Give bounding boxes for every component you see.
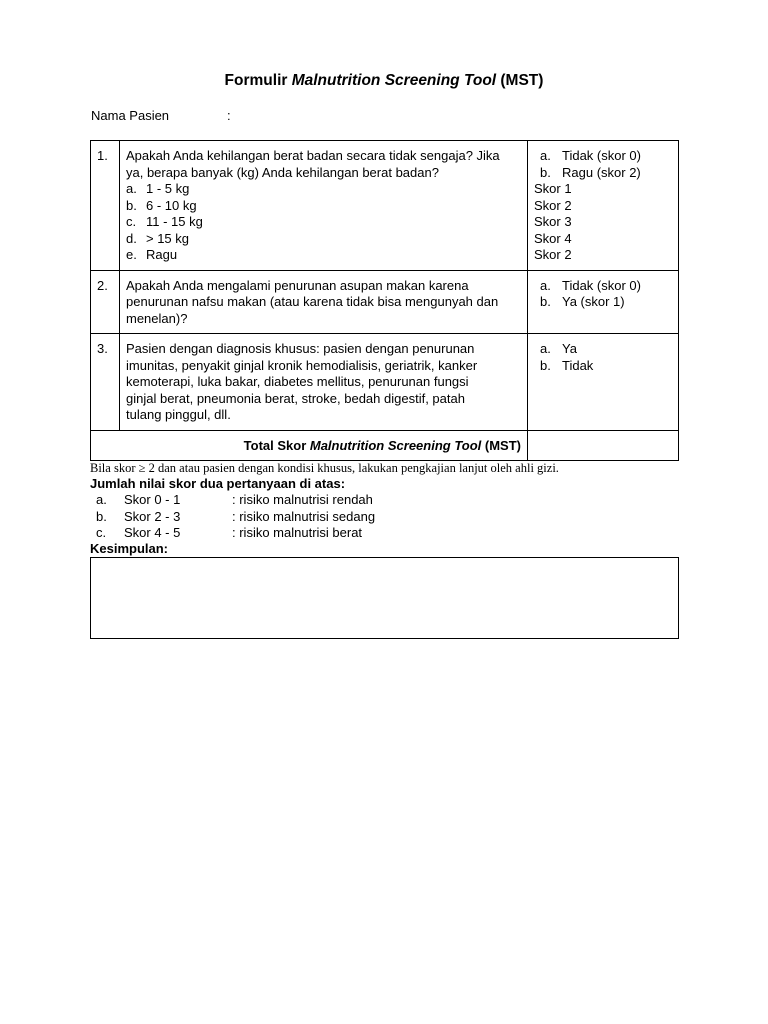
total-score-field[interactable]	[528, 430, 679, 461]
summary-item: c. Skor 4 - 5 : risiko malnutrisi berat	[96, 525, 363, 540]
answer-item: a. Ya	[540, 341, 577, 356]
answer-cell	[528, 141, 679, 271]
score-item: Skor 3	[534, 214, 572, 229]
score-item: Skor 4	[534, 230, 572, 246]
answer-cell	[528, 334, 679, 431]
summary-item: b. Skor 2 - 3 : risiko malnutrisi sedang	[96, 508, 376, 524]
answer-item: b. Ya (skor 1)	[540, 294, 625, 309]
question-row-1	[91, 141, 679, 271]
patient-name-colon: :	[227, 108, 231, 123]
total-row	[91, 430, 679, 461]
mst-table	[90, 140, 679, 461]
question-text	[120, 270, 528, 334]
question-line: ya, berapa banyak (kg) Anda kehilangan berat badan?	[126, 164, 439, 180]
question-line: kemoterapi, luka bakar, diabetes mellitus, penurunan fungsi	[126, 374, 469, 389]
question-line: Apakah Anda kehilangan berat badan secara tidak sengaja? Jika	[126, 148, 500, 163]
question-number: 1.	[91, 141, 120, 271]
answer-item: b. Tidak	[540, 357, 594, 373]
question-text	[120, 334, 528, 431]
summary-heading: Jumlah nilai skor dua pertanyaan di atas:	[90, 476, 346, 491]
question-number: 3.	[91, 334, 120, 431]
total-label: Total Skor Malnutrition Screening Tool (MST)	[91, 430, 528, 461]
option-item: e. Ragu	[126, 247, 178, 262]
question-text	[120, 141, 528, 271]
follow-up-note: Bila skor ≥ 2 dan atau pasien dengan kondisi khusus, lakukan pengkajian lanjut oleh ahli gizi.	[90, 461, 559, 475]
question-line: tulang pinggul, dll.	[126, 407, 231, 422]
summary-list	[90, 492, 375, 542]
answer-cell	[528, 270, 679, 334]
score-item: Skor 2	[534, 247, 572, 262]
answer-item: a. Tidak (skor 0)	[540, 277, 641, 293]
option-item: c. 11 - 15 kg	[126, 214, 203, 229]
question-line: menelan)?	[126, 310, 188, 326]
question-line: imunitas, penyakit ginjal kronik hemodialisis, geriatrik, kanker	[126, 357, 478, 373]
option-item: a. 1 - 5 kg	[126, 181, 190, 196]
option-item: b. 6 - 10 kg	[126, 197, 197, 213]
summary-item: a. Skor 0 - 1 : risiko malnutrisi rendah	[96, 492, 373, 507]
conclusion-box[interactable]	[90, 557, 679, 639]
answer-item: a. Tidak (skor 0)	[540, 148, 641, 163]
score-item: Skor 1	[534, 181, 572, 196]
answer-item: b. Ragu (skor 2)	[540, 164, 641, 180]
score-item: Skor 2	[534, 197, 572, 213]
conclusion-label: Kesimpulan:	[90, 541, 169, 556]
question-line: penurunan nafsu makan (atau karena tidak bisa mengunyah dan	[126, 294, 499, 309]
question-line: Pasien dengan diagnosis khusus: pasien dengan penurunan	[126, 341, 475, 356]
patient-name-label: Nama Pasien	[91, 108, 170, 123]
question-row-3	[91, 334, 679, 431]
question-line: ginjal berat, pneumonia berat, stroke, bedah digestif, patah	[126, 390, 465, 406]
page-title: Formulir Malnutrition Screening Tool (MST)	[224, 72, 544, 89]
option-item: d. > 15 kg	[126, 230, 190, 246]
question-line: Apakah Anda mengalami penurunan asupan makan karena	[126, 277, 469, 293]
question-number: 2.	[91, 270, 120, 334]
question-row-2	[91, 270, 679, 334]
